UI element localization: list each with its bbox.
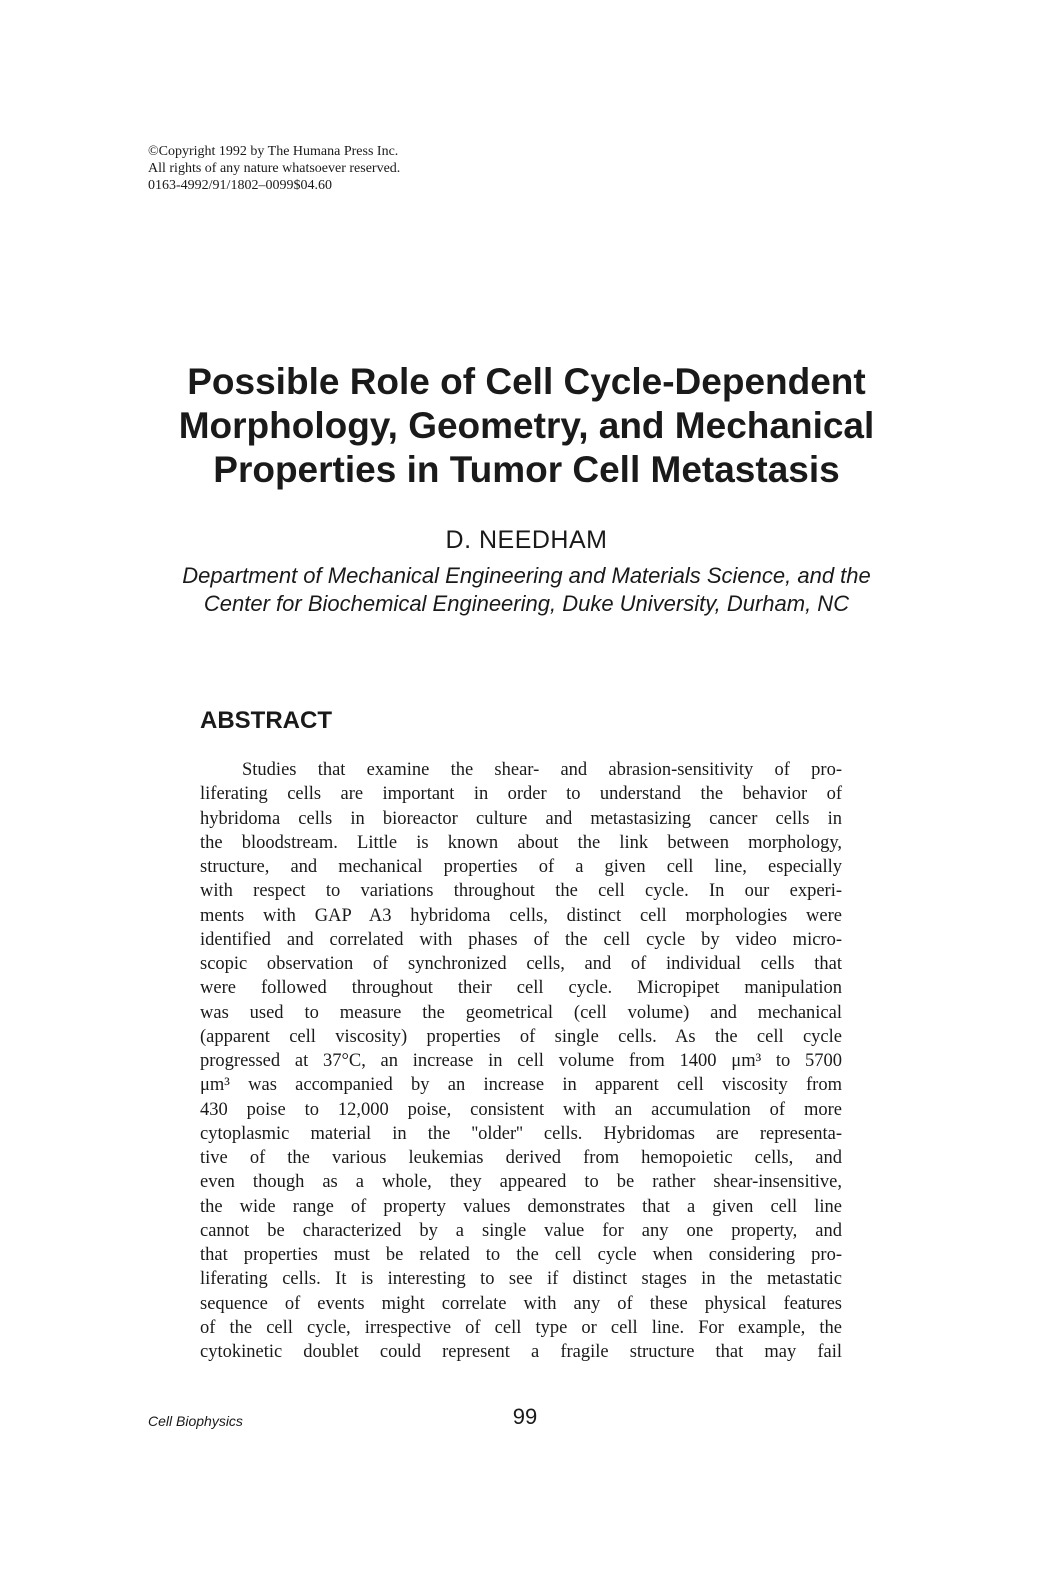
- journal-name: Cell Biophysics: [148, 1413, 243, 1429]
- abstract-line: cannot be characterized by a single value for any one property, and: [200, 1220, 842, 1241]
- abstract-line: tive of the various leukemias derived from hemopoietic cells, and: [200, 1148, 842, 1168]
- title-line: Possible Role of Cell Cycle-Dependent: [187, 361, 866, 402]
- abstract-line: (apparent cell viscosity) properties of single cells. As the cell cycle: [200, 1026, 842, 1047]
- abstract-line: μm³ was accompanied by an increase in apparent cell viscosity from: [200, 1075, 842, 1096]
- abstract-line: were followed throughout their cell cycle. Micropipet manipulation: [200, 978, 842, 999]
- abstract-line: hybridoma cells in bioreactor culture and metastasizing cancer cells in: [200, 808, 842, 829]
- page-number: 99: [512, 1404, 538, 1429]
- abstract-line: 430 poise to 12,000 poise, consistent with an accumulation of more: [200, 1099, 842, 1120]
- author-name: D. NEEDHAM: [445, 526, 608, 554]
- author-affiliation: [60, 562, 993, 618]
- abstract-line: the wide range of property values demonstrates that a given cell line: [200, 1196, 842, 1217]
- abstract-line: the bloodstream. Little is known about the link between morphology,: [200, 832, 842, 853]
- title-line: Properties in Tumor Cell Metastasis: [213, 449, 840, 490]
- abstract-line: ments with GAP A3 hybridoma cells, distinct cell morphologies were: [200, 905, 842, 926]
- abstract-line: even though as a whole, they appeared to be rather shear-insensitive,: [200, 1172, 842, 1193]
- abstract-line: was used to measure the geometrical (cell volume) and mechanical: [200, 1002, 842, 1023]
- abstract-line: that properties must be related to the cell cycle when considering pro-: [200, 1245, 842, 1265]
- abstract-body: [200, 758, 842, 1364]
- abstract-line: sequence of events might correlate with any of these physical features: [200, 1293, 842, 1314]
- abstract-line: liferating cells. It is interesting to see if distinct stages in the metastatic: [200, 1269, 842, 1290]
- copyright-notice: [148, 143, 400, 194]
- abstract-line: with respect to variations throughout the cell cycle. In our experi-: [200, 881, 842, 902]
- abstract-line: structure, and mechanical properties of a given cell line, especially: [200, 857, 842, 877]
- title-line: Morphology, Geometry, and Mechanical: [178, 405, 875, 446]
- affiliation-line: Center for Biochemical Engineering, Duke University, Durham, NC: [203, 591, 850, 616]
- abstract-line: progressed at 37°C, an increase in cell volume from 1400 μm³ to 5700: [200, 1051, 842, 1071]
- affiliation-line: Department of Mechanical Engineering and Materials Science, and the: [182, 563, 871, 588]
- abstract-line: Studies that examine the shear- and abrasion-sensitivity of pro-: [242, 760, 842, 780]
- abstract-line: liferating cells are important in order to understand the behavior of: [200, 784, 842, 805]
- abstract-line: cytokinetic doublet could represent a fragile structure that may fail: [200, 1342, 842, 1362]
- abstract-line: of the cell cycle, irrespective of cell type or cell line. For example, the: [200, 1317, 842, 1338]
- abstract-line: identified and correlated with phases of the cell cycle by video micro-: [200, 929, 842, 950]
- abstract-line: cytoplasmic material in the ''older'' cells. Hybridomas are representa-: [200, 1123, 842, 1144]
- abstract-heading: ABSTRACT: [200, 707, 332, 734]
- copyright-line: ©Copyright 1992 by The Humana Press Inc.: [148, 144, 399, 159]
- abstract-line: scopic observation of synchronized cells, and of individual cells that: [200, 954, 842, 974]
- article-title: [80, 360, 973, 492]
- issn-line: 0163-4992/91/1802–0099$04.60: [148, 178, 332, 193]
- rights-line: All rights of any nature whatsoever reserved.: [148, 161, 401, 176]
